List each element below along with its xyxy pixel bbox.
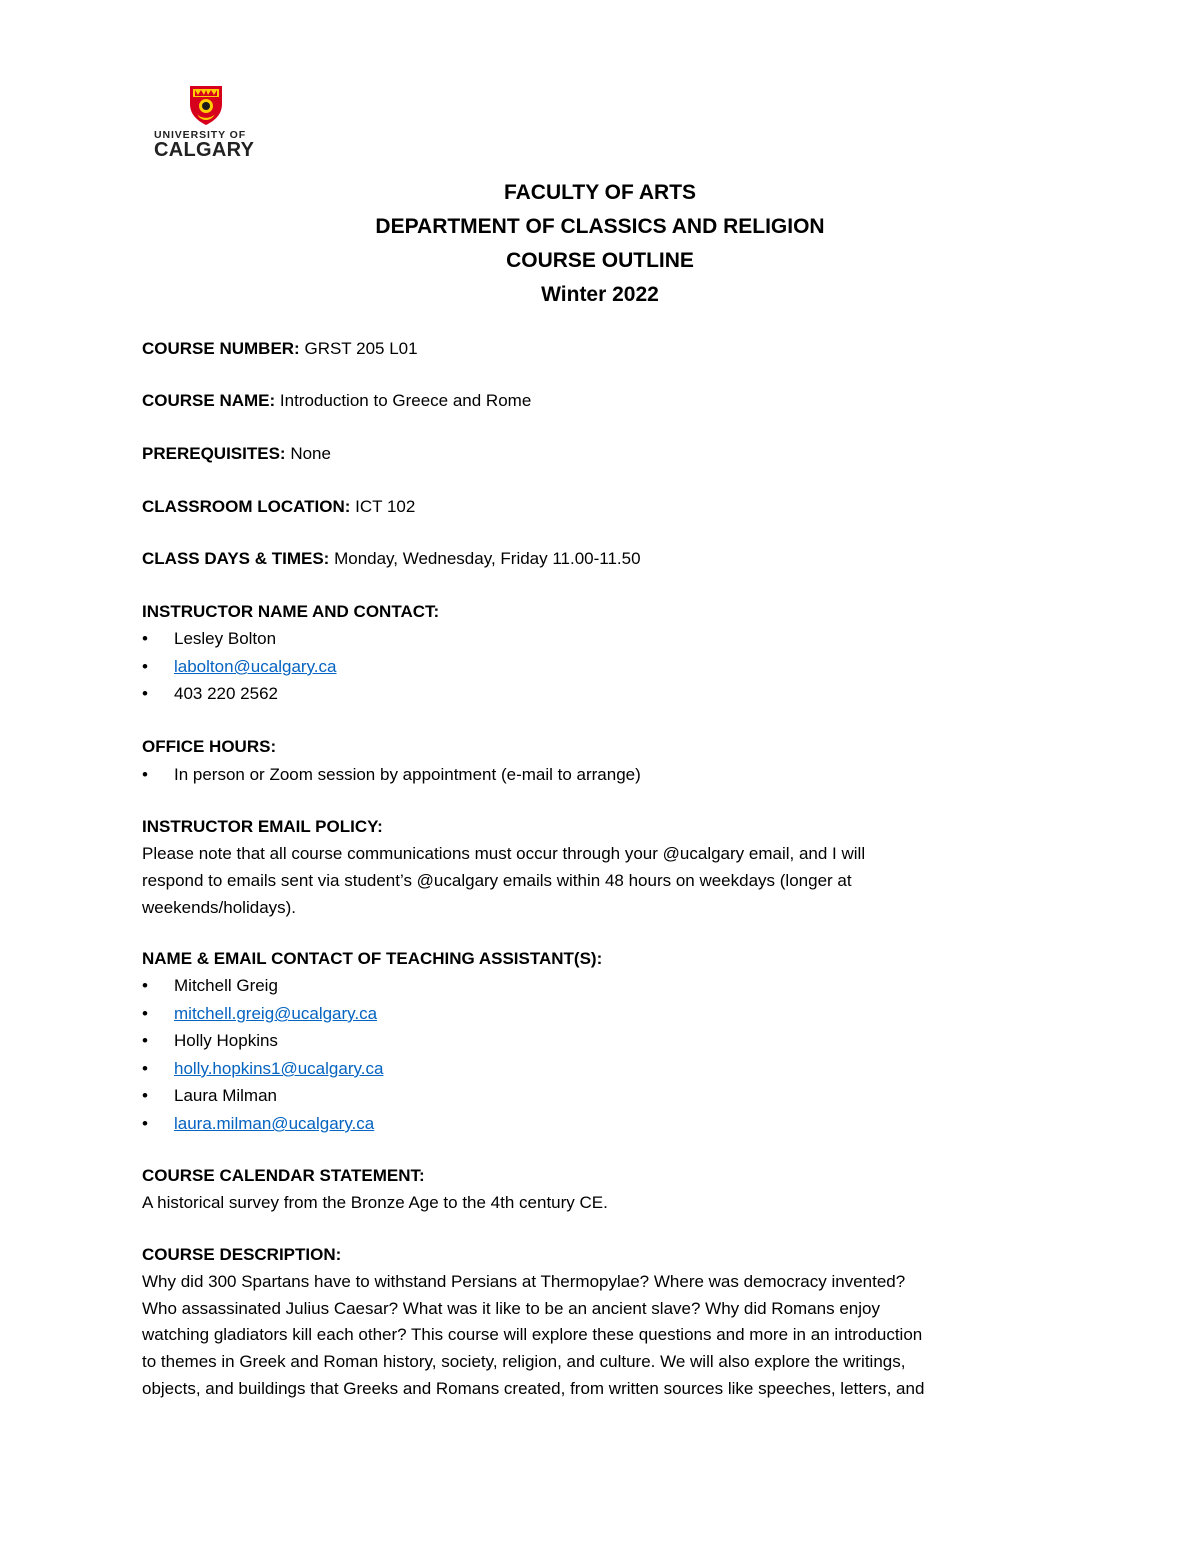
email-policy-line: respond to emails sent via student’s @ucalgary emails within 48 hours on weekdays (longer at xyxy=(142,871,852,890)
department-title: DEPARTMENT OF CLASSICS AND RELIGION xyxy=(375,215,825,238)
course-description-line: Why did 300 Spartans have to withstand Persians at Thermopylae? Where was democracy invented? xyxy=(142,1272,906,1291)
course-description-line: watching gladiators kill each other? This course will explore these questions and more in an introduction xyxy=(142,1325,923,1344)
course-number-row xyxy=(142,338,418,360)
class-times-value: Monday, Wednesday, Friday 11.00-11.50 xyxy=(334,549,641,568)
prerequisites-label: PREREQUISITES: xyxy=(142,444,286,463)
calendar-statement-label: COURSE CALENDAR STATEMENT: xyxy=(142,1166,425,1185)
ta-name: • Holly Hopkins xyxy=(174,1030,278,1052)
faculty-title: FACULTY OF ARTS xyxy=(503,181,697,204)
instructor-email-link[interactable]: labolton@ucalgary.ca xyxy=(174,657,337,676)
term-title: Winter 2022 xyxy=(541,283,659,306)
university-logo xyxy=(154,84,264,164)
classroom-label: CLASSROOM LOCATION: xyxy=(142,497,351,516)
ta-email-link[interactable]: laura.milman@ucalgary.ca xyxy=(174,1114,375,1133)
office-hours-label: OFFICE HOURS: xyxy=(142,737,277,756)
email-policy-line: weekends/holidays). xyxy=(142,898,297,917)
instructor-name: • Lesley Bolton xyxy=(174,628,276,650)
instructor-label: INSTRUCTOR NAME AND CONTACT: xyxy=(142,602,440,621)
instructor-email-item xyxy=(174,656,336,678)
teaching-assistants-label: NAME & EMAIL CONTACT OF TEACHING ASSISTANT(S): xyxy=(142,949,603,968)
instructor-phone: • 403 220 2562 xyxy=(174,683,278,705)
course-description-label: COURSE DESCRIPTION: xyxy=(142,1245,342,1264)
ta-email-item xyxy=(174,1058,383,1080)
ta-name: • Mitchell Greig xyxy=(174,975,278,997)
logo-text-university-of: UNIVERSITY OF xyxy=(154,129,247,141)
ta-email-item xyxy=(174,1003,377,1025)
course-name-value: Introduction to Greece and Rome xyxy=(279,391,532,410)
ta-email-link[interactable]: holly.hopkins1@ucalgary.ca xyxy=(174,1059,384,1078)
email-policy-line: Please note that all course communications must occur through your @ucalgary email, and I will xyxy=(142,844,866,863)
course-name-row xyxy=(142,390,531,412)
course-number-label: COURSE NUMBER: xyxy=(142,339,300,358)
logo-text-calgary: CALGARY xyxy=(154,139,255,161)
university-crest-icon xyxy=(188,84,224,126)
course-description-line: objects, and buildings that Greeks and Romans created, from written sources like speeches, letters, and xyxy=(142,1379,925,1398)
class-times-row xyxy=(142,548,641,570)
ta-email-item xyxy=(174,1113,374,1135)
course-description-line: to themes in Greek and Roman history, society, religion, and culture. We will also explore the writings, xyxy=(142,1352,906,1371)
class-times-label: CLASS DAYS & TIMES: xyxy=(142,549,330,568)
course-number-value: GRST 205 L01 xyxy=(304,339,418,358)
email-policy-label: INSTRUCTOR EMAIL POLICY: xyxy=(142,817,383,836)
ta-email-link[interactable]: mitchell.greig@ucalgary.ca xyxy=(174,1004,378,1023)
course-name-label: COURSE NAME: xyxy=(142,391,276,410)
document-type-title: COURSE OUTLINE xyxy=(506,249,694,272)
document-header xyxy=(0,176,1200,312)
ta-name: • Laura Milman xyxy=(174,1085,277,1107)
calendar-statement-text: A historical survey from the Bronze Age to the 4th century CE. xyxy=(142,1193,608,1212)
prerequisites-value: None xyxy=(290,444,331,463)
office-hours-item: • In person or Zoom session by appointment (e-mail to arrange) xyxy=(174,764,641,786)
prerequisites-row xyxy=(142,443,331,465)
classroom-row xyxy=(142,496,415,518)
course-description-line: Who assassinated Julius Caesar? What was it like to be an ancient slave? Why did Romans enjoy xyxy=(142,1299,880,1318)
classroom-value: ICT 102 xyxy=(355,497,416,516)
